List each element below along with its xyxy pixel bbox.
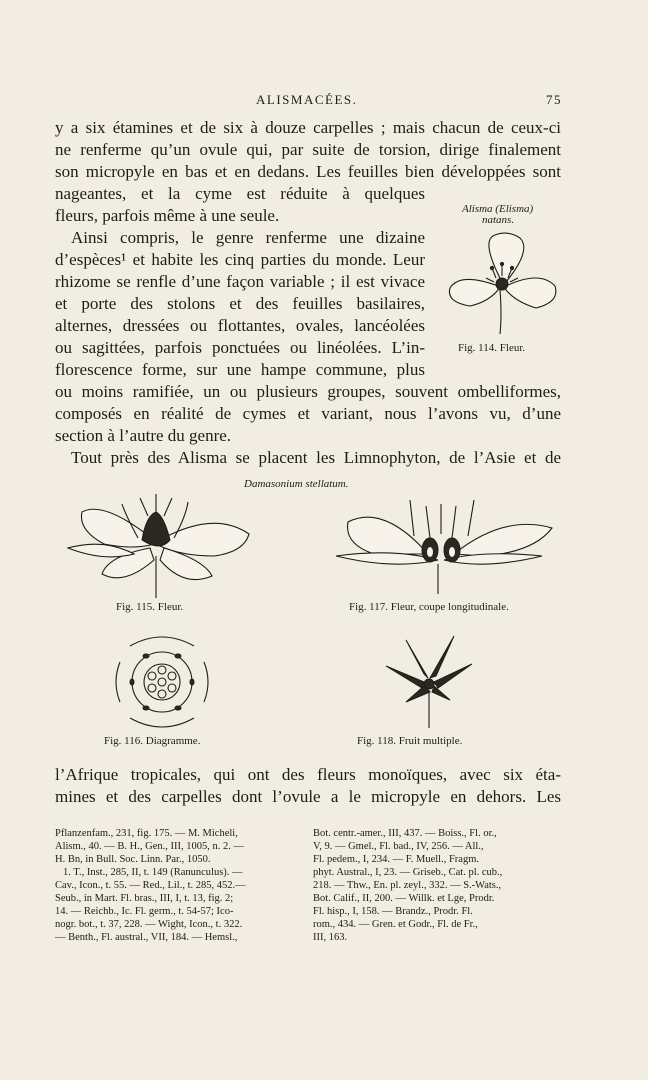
footnote-line: Bot. Calif., II, 200. — Willk. et Lge, Prodr.	[313, 893, 495, 904]
body-line: Ainsi compris, le genre renferme une dizaine	[71, 228, 425, 247]
footnote-line: — Benth., Fl. austral., VII, 184. — Hemsl.,	[55, 932, 238, 943]
body-line: section à l’autre du genre.	[55, 426, 232, 445]
fig114-flower-illustration	[440, 230, 570, 340]
fig114-caption: Fig. 114. Fleur.	[458, 342, 526, 354]
plate-title: Damasonium stellatum.	[244, 478, 349, 490]
body-line: rhizome se renfle d’une façon variable ; il est vivace	[55, 272, 425, 291]
fig116-caption: Fig. 116. Diagramme.	[104, 735, 201, 747]
body-line: ou sagittées, parfois ponctuées ou linéolées. L’in-	[55, 338, 425, 357]
footnote-line: rom., 434. — Gren. et Godr., Fl. de Fr.,	[313, 919, 478, 930]
fig115-flower-illustration	[64, 490, 254, 600]
footnote-line: V, 9. — Gmel., Fl. bad., IV, 256. — All.,	[313, 841, 484, 852]
body-line: florescence forme, sur une hampe commune, plus	[55, 360, 425, 379]
footnote-line: III, 163.	[313, 932, 348, 943]
body-line: et porte des stolons et des feuilles basilaires,	[55, 294, 425, 313]
body-line: son micropyle en bas et en dedans. Les feuilles bien développées sont	[55, 162, 561, 181]
footnote-line: Fl. hisp., I, 158. — Brandz., Prodr. Fl.	[313, 906, 473, 917]
body-line: y a six étamines et de six à douze carpelles ; mais chacun de ceux-ci	[55, 118, 561, 137]
body-line: fleurs, parfois même à une seule.	[55, 206, 280, 225]
body-line: d’espèces¹ et habite les cinq parties du monde. Leur	[55, 250, 425, 269]
footnote-line: 218. — Thw., En. pl. zeyl., 332. — S.-Wats.,	[313, 880, 502, 891]
footnote-line: nogr. bot., t. 37, 228. — Wight, Icon., t. 322.	[55, 919, 243, 930]
body-line: ou moins ramifiée, un ou plusieurs groupes, souvent ombelliformes,	[55, 382, 561, 401]
body-line: composés en réalité de cymes et variant, nous l’avons vu, d’une	[55, 404, 561, 423]
footnote-line: Pflanzenfam., 231, fig. 175. — M. Micheli,	[55, 828, 238, 839]
fig114-species-label: Alisma (Elisma)	[462, 203, 534, 215]
body-line: mines et des carpelles dont l’ovule a le micropyle en dehors. Les	[55, 787, 561, 806]
body-line: Tout près des Alisma se placent les Limnophyton, de l’Asie et de	[71, 448, 561, 467]
fig117-caption: Fig. 117. Fleur, coupe longitudinale.	[349, 601, 509, 613]
body-line: l’Afrique tropicales, qui ont des fleurs monoïques, avec six éta-	[55, 765, 561, 784]
footnote-line: Cav., Icon., t. 55. — Red., Lil., t. 285, 452.—	[55, 880, 246, 891]
footnote-line: Bot. centr.-amer., III, 437. — Boiss., Fl. or.,	[313, 828, 497, 839]
fig117-section-illustration	[334, 494, 554, 594]
body-line: ne renferme qu’un ovule qui, par suite de torsion, dirige finalement	[55, 140, 561, 159]
footnote-line: Fl. pedem., I, 234. — F. Muell., Fragm.	[313, 854, 479, 865]
footnote-line: Seub., in Mart. Fl. bras., III, I, t. 13, fig. 2;	[55, 893, 234, 904]
footnote-line: Alism., 40. — B. H., Gen., III, 1005, n. 2. —	[55, 841, 244, 852]
fig116-floral-diagram	[112, 632, 212, 732]
footnote-line: H. Bn, in Bull. Soc. Linn. Par., 1050.	[55, 854, 211, 865]
fig115-caption: Fig. 115. Fleur.	[116, 601, 184, 613]
body-line: alternes, dressées ou flottantes, ovales, lancéolées	[55, 316, 425, 335]
running-title: ALISMACÉES.	[256, 92, 358, 107]
fig118-fruit-illustration	[384, 634, 474, 730]
body-line: nageantes, et la cyme est réduite à quelques	[55, 184, 425, 203]
footnote-line: 1. T., Inst., 285, II, t. 149 (Ranunculus). —	[63, 867, 243, 878]
footnote-line: phyt. Austral., I, 23. — Griseb., Cat. pl. cub.,	[313, 867, 503, 878]
page-number: 75	[546, 92, 562, 107]
fig114-species-label: natans.	[482, 214, 515, 226]
footnote-line: 14. — Reichb., Ic. Fl. germ., t. 54-57; Ico-	[55, 906, 234, 917]
fig118-caption: Fig. 118. Fruit multiple.	[357, 735, 463, 747]
